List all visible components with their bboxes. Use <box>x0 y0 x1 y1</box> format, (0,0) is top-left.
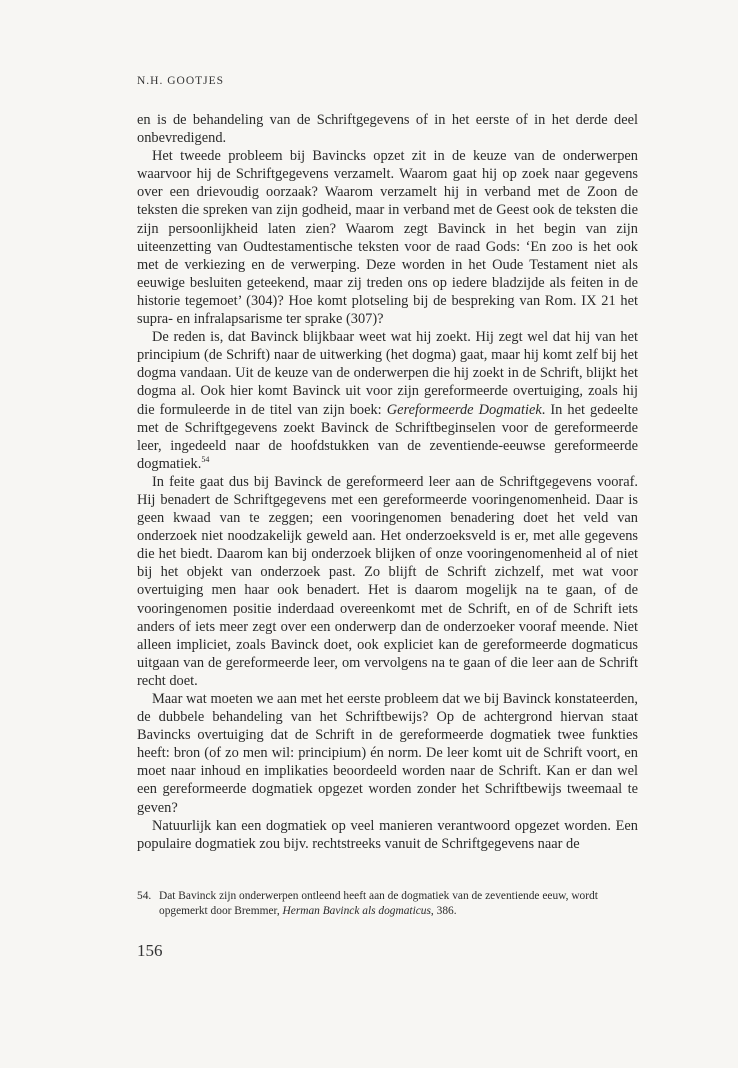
paragraph-6: Natuurlijk kan een dogmatiek op veel manieren verantwoord opgezet worden. Een populaire dogmatiek zou bijv. rechtstreeks vanuit de Schriftgegevens naar de <box>137 817 638 852</box>
footnote-text-a: Dat Bavinck zijn onderwerpen ontleend heeft aan de dogmatiek van de zeventiende eeuw, wordt <box>159 890 598 902</box>
body-text <box>137 111 638 853</box>
footnote-line-2 <box>137 904 638 919</box>
footnote <box>137 889 638 919</box>
footnote-text-c: , 386. <box>430 905 457 918</box>
paragraph-4: In feite gaat dus bij Bavinck de gereformeerd leer aan de Schriftgegevens vooraf. Hij benadert de Schriftgegevens met een gereformeerde vooringenomenheid. Daar is geen kwaad van te zeggen; een vooringenomen benadering doet het veld van onderzoek niet noodzakelijk geweld aan. Het onderzoeksveld is er, met alle gegevens die het biedt. Daarom kan bij onderzoek blijken of onze vooringenomenheid al of niet bij het objekt van onderzoek past. Zo blijft de Schrift zichzelf, met wat voor overtuiging men haar ook benadert. Het is daarom mogelijk na te gaan, of de vooringenomen positie inderdaad overeenkomt met de Schrift, en of de Schrift iets anders of iets meer zegt over een onderwerp dan de onderzoeker vooraf meende. Niet alleen impliciet, zoals Bavinck doet, ook expliciet kan de gereformeerde dogmaticus uitgaan van de gereformeerde leer, om vervolgens na te gaan of die leer aan de Schrift recht doet. <box>137 473 638 689</box>
running-head: N.H. GOOTJES <box>137 75 225 87</box>
footnote-book-title: Herman Bavinck als dogmaticus <box>282 905 431 918</box>
paragraph-3 <box>137 328 638 473</box>
page-number: 156 <box>137 941 163 960</box>
paragraph-1: en is de behandeling van de Schriftgegevens of in het eerste of in het derde deel onbevredigend. <box>137 112 638 147</box>
footnote-reference: 54 <box>201 454 210 464</box>
footnote-text-b: opgemerkt door Bremmer, <box>159 905 283 918</box>
book-title-italic: Gereformeerde Dogmatiek <box>386 401 542 418</box>
paragraph-3-text-a: De reden is, dat Bavinck blijkbaar weet wat hij zoekt. Hij zegt wel dat hij van het principium (de Schrift) naar de uitwerking (het dogma) gaat, maar hij komt zelf bij het dogma vandaan. Uit de keuze van de onderwerpen die hij zoekt in de Schrift, blijkt het dogma al. Ook hier komt Bavinck uit voor zijn gereformeerde overtuiging, zoals hij die formuleerde in de titel van zijn boek: <box>137 329 638 418</box>
paragraph-5: Maar wat moeten we aan met het eerste probleem dat we bij Bavinck konstateerden, de dubbele behandeling van het Schriftbewijs? Op de achtergrond hiervan staat Bavincks overtuiging dat de Schrift in de gereformeerde dogmatiek twee funkties heeft: bron (of zo men wil: principium) én norm. De leer komt uit de Schrift voort, en moet naar inhoud en implikaties beoordeeld worden naar de Schrift. Kan er dan wel een gereformeerde dogmatiek opgezet worden zonder het Schriftbewijs tweemaal te geven? <box>137 691 638 816</box>
paragraph-2: Het tweede probleem bij Bavincks opzet zit in de keuze van de onderwerpen waarvoor hij de Schriftgegevens verzamelt. Waarom gaat hij op zoek naar gegevens over een drievoudig oorzaak? Waarom verzamelt hij in verband met de Zoon de teksten die spreken van zijn godheid, maar in verband met de Geest ook de teksten die zijn persoonlijkheid laten zien? Waarom zegt Bavinck in het begin van zijn uiteenzetting van Oudtestamentische teksten voor de raad Gods: ‘En zoo is het ook met de verkiezing en de verwerping. Deze worden in het Oude Testament niet als eeuwige besluiten geteekend, maar zij treden ons op iedere bladzijde als feiten in de historie tegemoet’ (304)? Hoe komt plotseling bij de bespreking van Rom. IX 21 het supra- en infralapsarisme ter sprake (307)? <box>137 148 638 328</box>
paragraph-3-text-b: . In het gedeelte met de Schriftgegevens zoekt Bavinck de Schriftbeginselen voor de gereformeerde leer, ingedeeld naar de hoofdstukken van de zeventiende-eeuwse gereformeerde dogmatiek. <box>137 401 638 472</box>
footnote-number: 54. <box>137 890 152 902</box>
